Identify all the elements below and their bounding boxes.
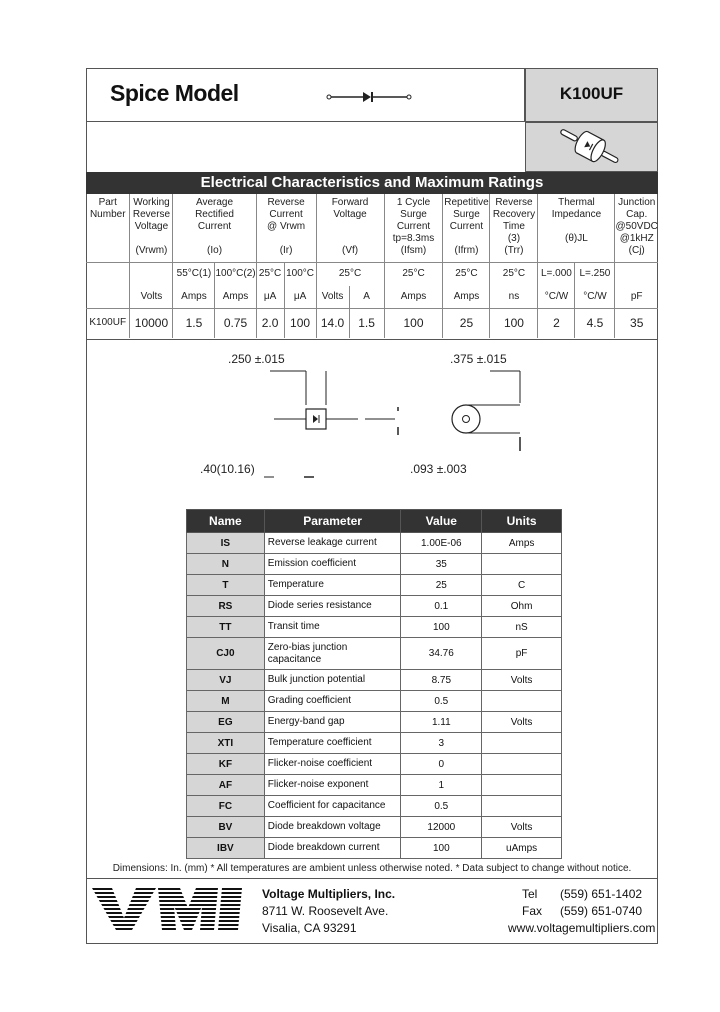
param-description: Transit time <box>264 617 401 638</box>
company-logo <box>90 884 246 934</box>
param-units: Amps <box>482 533 562 554</box>
diode-package-icon <box>555 124 625 170</box>
unit-cell: pF <box>615 286 658 308</box>
param-units: pF <box>482 638 562 670</box>
param-description: Reverse leakage current <box>264 533 401 554</box>
col-average-rectified-current: Average Rectified Current (Io) <box>173 194 256 262</box>
value-cell: 0.75 <box>215 308 256 338</box>
value-cell: 35 <box>615 308 658 338</box>
company-name: Voltage Multipliers, Inc. <box>262 887 396 901</box>
cond-trr-25c: 25°C <box>490 262 538 286</box>
unit-cell: °C/W <box>575 286 615 308</box>
table-row <box>187 733 562 754</box>
header-name: Name <box>187 510 265 533</box>
value-cell: 1.5 <box>349 308 384 338</box>
spice-parameter-table <box>186 509 562 859</box>
col-one-cycle-surge: 1 Cycle Surge Current tp=8.3ms (Ifsm) <box>384 194 443 262</box>
param-name: IS <box>187 533 265 554</box>
col-repetitive-surge: Repetitive Surge Current (Ifrm) <box>443 194 490 262</box>
header-units: Units <box>482 510 562 533</box>
electrical-title: Electrical Characteristics and Maximum Ratings <box>86 172 658 194</box>
cond-blank <box>86 262 130 286</box>
page-title: Spice Model <box>110 80 239 106</box>
param-units: uAmps <box>482 838 562 859</box>
unit-cell: ns <box>490 286 538 308</box>
value-cell: K100UF <box>86 308 130 338</box>
param-value: 34.76 <box>401 638 482 670</box>
param-name: T <box>187 575 265 596</box>
electrical-table <box>86 194 658 338</box>
param-description: Diode breakdown current <box>264 838 401 859</box>
col-thermal-impedance: Thermal Impedance (θ)JL <box>538 194 615 262</box>
param-name: M <box>187 691 265 712</box>
footnote: Dimensions: In. (mm) * All temperatures are ambient unless otherwise noted. * Data subject to change without notice. <box>112 863 632 874</box>
param-description: Zero-bias junction capacitance <box>264 638 401 670</box>
contact-block <box>508 886 655 937</box>
col-reverse-current: Reverse Current @ Vrwm (Ir) <box>256 194 316 262</box>
table-row <box>187 754 562 775</box>
tel-label: Tel <box>522 887 538 901</box>
param-units <box>482 775 562 796</box>
table-row <box>187 533 562 554</box>
unit-cell: Amps <box>443 286 490 308</box>
param-value: 0.5 <box>401 796 482 817</box>
param-description: Flicker-noise coefficient <box>264 754 401 775</box>
unit-cell: μA <box>284 286 316 308</box>
param-value: 100 <box>401 838 482 859</box>
param-description: Temperature <box>264 575 401 596</box>
param-description: Diode breakdown voltage <box>264 817 401 838</box>
value-cell: 2 <box>538 308 575 338</box>
website-link[interactable]: www.voltagemultipliers.com <box>508 921 656 935</box>
param-name: BV <box>187 817 265 838</box>
cond-vf-25c: 25°C <box>316 262 384 286</box>
param-name: FC <box>187 796 265 817</box>
param-value: 35 <box>401 554 482 575</box>
param-value: 1 <box>401 775 482 796</box>
param-value: 0.1 <box>401 596 482 617</box>
cond-io-100c: 100°C(2) <box>215 262 256 286</box>
param-description: Coefficient for capacitance <box>264 796 401 817</box>
value-cell: 10000 <box>130 308 173 338</box>
unit-cell: A <box>349 286 384 308</box>
divider <box>86 878 658 879</box>
value-cell: 100 <box>384 308 443 338</box>
table-row <box>187 575 562 596</box>
param-units: Ohm <box>482 596 562 617</box>
fax-number: (559) 651-0740 <box>560 904 643 918</box>
param-units <box>482 691 562 712</box>
value-cell: 2.0 <box>256 308 284 338</box>
unit-cell: Amps <box>215 286 256 308</box>
table-row <box>187 691 562 712</box>
address-line-1: 8711 W. Roosevelt Ave. <box>262 904 389 918</box>
param-description: Grading coefficient <box>264 691 401 712</box>
unit-cell: Volts <box>316 286 349 308</box>
unit-cell: °C/W <box>538 286 575 308</box>
dimension-body-diameter: .375 ±.015 <box>450 352 507 366</box>
col-forward-voltage: Forward Voltage (Vf) <box>316 194 384 262</box>
param-value: 1.11 <box>401 712 482 733</box>
param-name: EG <box>187 712 265 733</box>
table-row <box>187 638 562 670</box>
unit-blank <box>86 286 130 308</box>
cond-ir-100c: 100°C <box>284 262 316 286</box>
param-units <box>482 754 562 775</box>
value-cell: 100 <box>284 308 316 338</box>
unit-cell: Amps <box>173 286 215 308</box>
company-address-block <box>262 886 395 937</box>
param-value: 0 <box>401 754 482 775</box>
param-value: 8.75 <box>401 670 482 691</box>
table-row <box>187 712 562 733</box>
cond-io-55c: 55°C(1) <box>173 262 215 286</box>
param-units: Volts <box>482 712 562 733</box>
table-row <box>187 817 562 838</box>
param-name: XTI <box>187 733 265 754</box>
param-units <box>482 733 562 754</box>
tel-number: (559) 651-1402 <box>560 887 643 901</box>
table-row <box>187 775 562 796</box>
diode-symbol-icon <box>325 88 415 106</box>
cond-ifrm-25c: 25°C <box>443 262 490 286</box>
value-cell: 100 <box>490 308 538 338</box>
param-description: Energy-band gap <box>264 712 401 733</box>
param-value: 12000 <box>401 817 482 838</box>
param-units: Volts <box>482 817 562 838</box>
param-units <box>482 554 562 575</box>
cond-theta-l0: L=.000 <box>538 262 575 286</box>
table-row <box>187 796 562 817</box>
param-name: VJ <box>187 670 265 691</box>
cond-theta-l250: L=.250 <box>575 262 615 286</box>
param-name: IBV <box>187 838 265 859</box>
outline-drawing <box>190 365 540 485</box>
param-name: TT <box>187 617 265 638</box>
col-part-number: Part Number <box>89 197 126 220</box>
cond-ifsm-25c: 25°C <box>384 262 443 286</box>
dimension-lead-diameter: .093 ±.003 <box>410 462 467 476</box>
param-value: 3 <box>401 733 482 754</box>
table-row <box>187 554 562 575</box>
param-value: 100 <box>401 617 482 638</box>
col-junction-cap: Junction Cap. @50VDC @1kHZ (Cj) <box>615 194 658 262</box>
col-working-reverse-voltage: Working Reverse Voltage (Vrwm) <box>130 194 173 262</box>
col-reverse-recovery: Reverse Recovery Time (3) (Trr) <box>490 194 538 262</box>
value-cell: 14.0 <box>316 308 349 338</box>
table-row <box>187 596 562 617</box>
value-cell: 1.5 <box>173 308 215 338</box>
dimension-body-length: .250 ±.015 <box>228 352 285 366</box>
param-name: AF <box>187 775 265 796</box>
param-description: Emission coefficient <box>264 554 401 575</box>
unit-cell: Amps <box>384 286 443 308</box>
value-cell: 25 <box>443 308 490 338</box>
cond-ir-25c: 25°C <box>256 262 284 286</box>
unit-cell: μA <box>256 286 284 308</box>
param-name: KF <box>187 754 265 775</box>
address-line-2: Visalia, CA 93291 <box>262 921 357 935</box>
param-value: 25 <box>401 575 482 596</box>
cond-blank <box>130 262 173 286</box>
unit-cell: Volts <box>130 286 173 308</box>
param-units: nS <box>482 617 562 638</box>
table-row <box>187 617 562 638</box>
fax-label: Fax <box>522 904 543 918</box>
param-units: Volts <box>482 670 562 691</box>
param-name: RS <box>187 596 265 617</box>
table-row <box>187 670 562 691</box>
param-units <box>482 796 562 817</box>
param-name: CJ0 <box>187 638 265 670</box>
divider <box>86 339 658 340</box>
table-row <box>187 838 562 859</box>
header-parameter: Parameter <box>264 510 401 533</box>
param-description: Diode series resistance <box>264 596 401 617</box>
param-description: Bulk junction potential <box>264 670 401 691</box>
part-number: K100UF <box>559 84 624 103</box>
cond-blank <box>615 262 658 286</box>
param-description: Temperature coefficient <box>264 733 401 754</box>
dimension-lead-length: .40(10.16) <box>200 462 255 476</box>
param-units: C <box>482 575 562 596</box>
param-name: N <box>187 554 265 575</box>
param-value: 1.00E-06 <box>401 533 482 554</box>
param-description: Flicker-noise exponent <box>264 775 401 796</box>
header-value: Value <box>401 510 482 533</box>
value-cell: 4.5 <box>575 308 615 338</box>
param-value: 0.5 <box>401 691 482 712</box>
